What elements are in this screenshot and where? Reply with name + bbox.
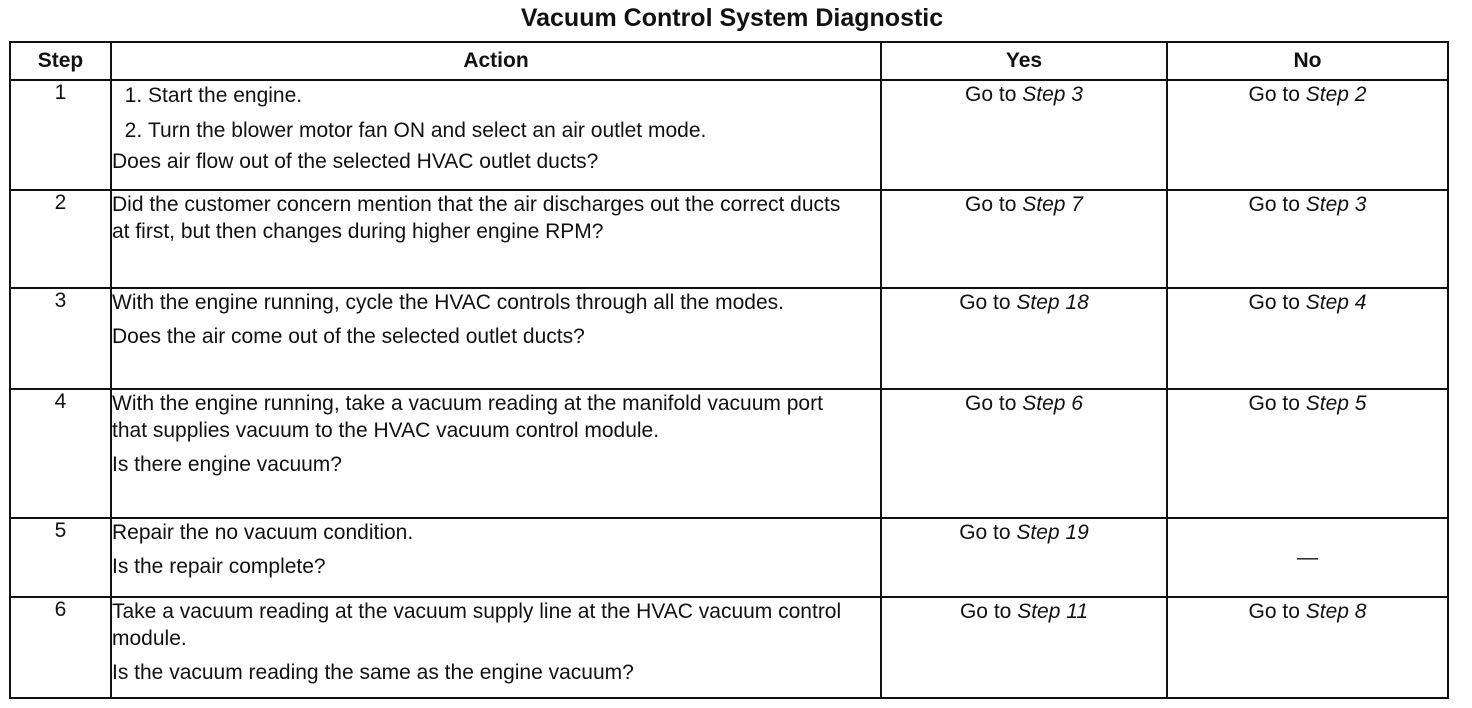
yes-cell xyxy=(881,597,1167,698)
table-row xyxy=(10,389,1448,518)
no-step-ref: Step 3 xyxy=(1305,193,1367,216)
document-title: Vacuum Control System Diagnostic xyxy=(520,4,944,32)
yes-step-ref: Step 7 xyxy=(1022,193,1083,216)
yes-cell xyxy=(881,80,1167,190)
no-cell xyxy=(1167,80,1448,190)
yes-goto xyxy=(965,83,1083,106)
no-goto xyxy=(1249,291,1367,314)
yes-goto xyxy=(959,291,1089,314)
goto-prefix: Go to xyxy=(1248,291,1300,314)
diagnostic-table xyxy=(9,41,1449,699)
no-step-ref: Step 5 xyxy=(1305,392,1367,415)
action-question: Is the vacuum reading the same as the engine vacuum? xyxy=(112,661,634,684)
no-goto xyxy=(1249,392,1367,415)
action-cell xyxy=(111,288,881,389)
action-cell xyxy=(111,190,881,288)
list-item: 1. Start the engine. xyxy=(148,82,880,109)
header-step: Step xyxy=(10,42,111,80)
list-item: 2. Turn the blower motor fan ON and select an air outlet mode. xyxy=(148,117,880,144)
no-step-ref: Step 8 xyxy=(1305,600,1367,623)
action-cell xyxy=(111,389,881,518)
no-answer-dash: — xyxy=(1297,546,1318,569)
yes-goto xyxy=(960,600,1088,623)
table-row xyxy=(10,190,1448,288)
no-goto xyxy=(1249,600,1367,623)
table-row xyxy=(10,288,1448,389)
step-number: 1 xyxy=(10,80,111,190)
no-goto xyxy=(1249,83,1367,106)
action-cell xyxy=(111,518,881,597)
no-cell xyxy=(1167,518,1448,597)
yes-goto xyxy=(965,193,1083,216)
yes-cell xyxy=(881,518,1167,597)
action-question: Does the air come out of the selected outlet ducts? xyxy=(112,325,585,348)
table-row xyxy=(10,80,1448,190)
goto-prefix: Go to xyxy=(965,193,1017,216)
no-cell xyxy=(1167,597,1448,698)
action-cell xyxy=(111,597,881,698)
goto-prefix: Go to xyxy=(1248,392,1300,415)
yes-cell xyxy=(881,190,1167,288)
goto-prefix: Go to xyxy=(959,521,1011,544)
yes-step-ref: Step 3 xyxy=(1022,83,1083,106)
action-instruction: With the engine running, cycle the HVAC controls through all the modes. xyxy=(112,291,784,314)
goto-prefix: Go to xyxy=(965,392,1017,415)
goto-prefix: Go to xyxy=(1248,83,1300,106)
table-header-row xyxy=(10,42,1448,80)
header-no: No xyxy=(1167,42,1448,80)
yes-cell xyxy=(881,288,1167,389)
step-number: 6 xyxy=(10,597,111,698)
action-instruction: Repair the no vacuum condition. xyxy=(112,521,414,544)
action-question: Is the repair complete? xyxy=(112,555,326,578)
yes-goto xyxy=(959,521,1089,544)
no-goto xyxy=(1249,193,1367,216)
action-instruction: Did the customer concern mention that the air discharges out the correct ducts at first, but then changes during higher engine RPM? xyxy=(112,193,841,243)
action-question: Is there engine vacuum? xyxy=(112,453,342,476)
yes-step-ref: Step 19 xyxy=(1016,521,1089,544)
goto-prefix: Go to xyxy=(965,83,1017,106)
yes-step-ref: Step 6 xyxy=(1022,392,1083,415)
header-yes: Yes xyxy=(881,42,1167,80)
goto-prefix: Go to xyxy=(959,291,1011,314)
step-number: 3 xyxy=(10,288,111,389)
header-action: Action xyxy=(111,42,881,80)
yes-step-ref: Step 18 xyxy=(1016,291,1089,314)
goto-prefix: Go to xyxy=(1248,193,1300,216)
no-cell xyxy=(1167,389,1448,518)
no-cell xyxy=(1167,288,1448,389)
no-step-ref: Step 2 xyxy=(1305,83,1367,106)
action-cell xyxy=(111,80,881,190)
yes-goto xyxy=(965,392,1083,415)
action-instruction: Take a vacuum reading at the vacuum supply line at the HVAC vacuum control module. xyxy=(112,600,842,650)
step-number: 2 xyxy=(10,190,111,288)
action-question: Does air flow out of the selected HVAC outlet ducts? xyxy=(112,150,599,173)
table-row xyxy=(10,518,1448,597)
no-step-ref: Step 4 xyxy=(1305,291,1367,314)
action-steps-list xyxy=(112,82,880,144)
table-row xyxy=(10,597,1448,698)
yes-step-ref: Step 11 xyxy=(1017,600,1089,623)
goto-prefix: Go to xyxy=(959,600,1012,623)
action-instruction: With the engine running, take a vacuum reading at the manifold vacuum port that supplies vacuum to the HVAC vacuum control module. xyxy=(112,392,823,442)
yes-cell xyxy=(881,389,1167,518)
goto-prefix: Go to xyxy=(1248,600,1300,623)
step-number: 4 xyxy=(10,389,111,518)
step-number: 5 xyxy=(10,518,111,597)
no-cell xyxy=(1167,190,1448,288)
